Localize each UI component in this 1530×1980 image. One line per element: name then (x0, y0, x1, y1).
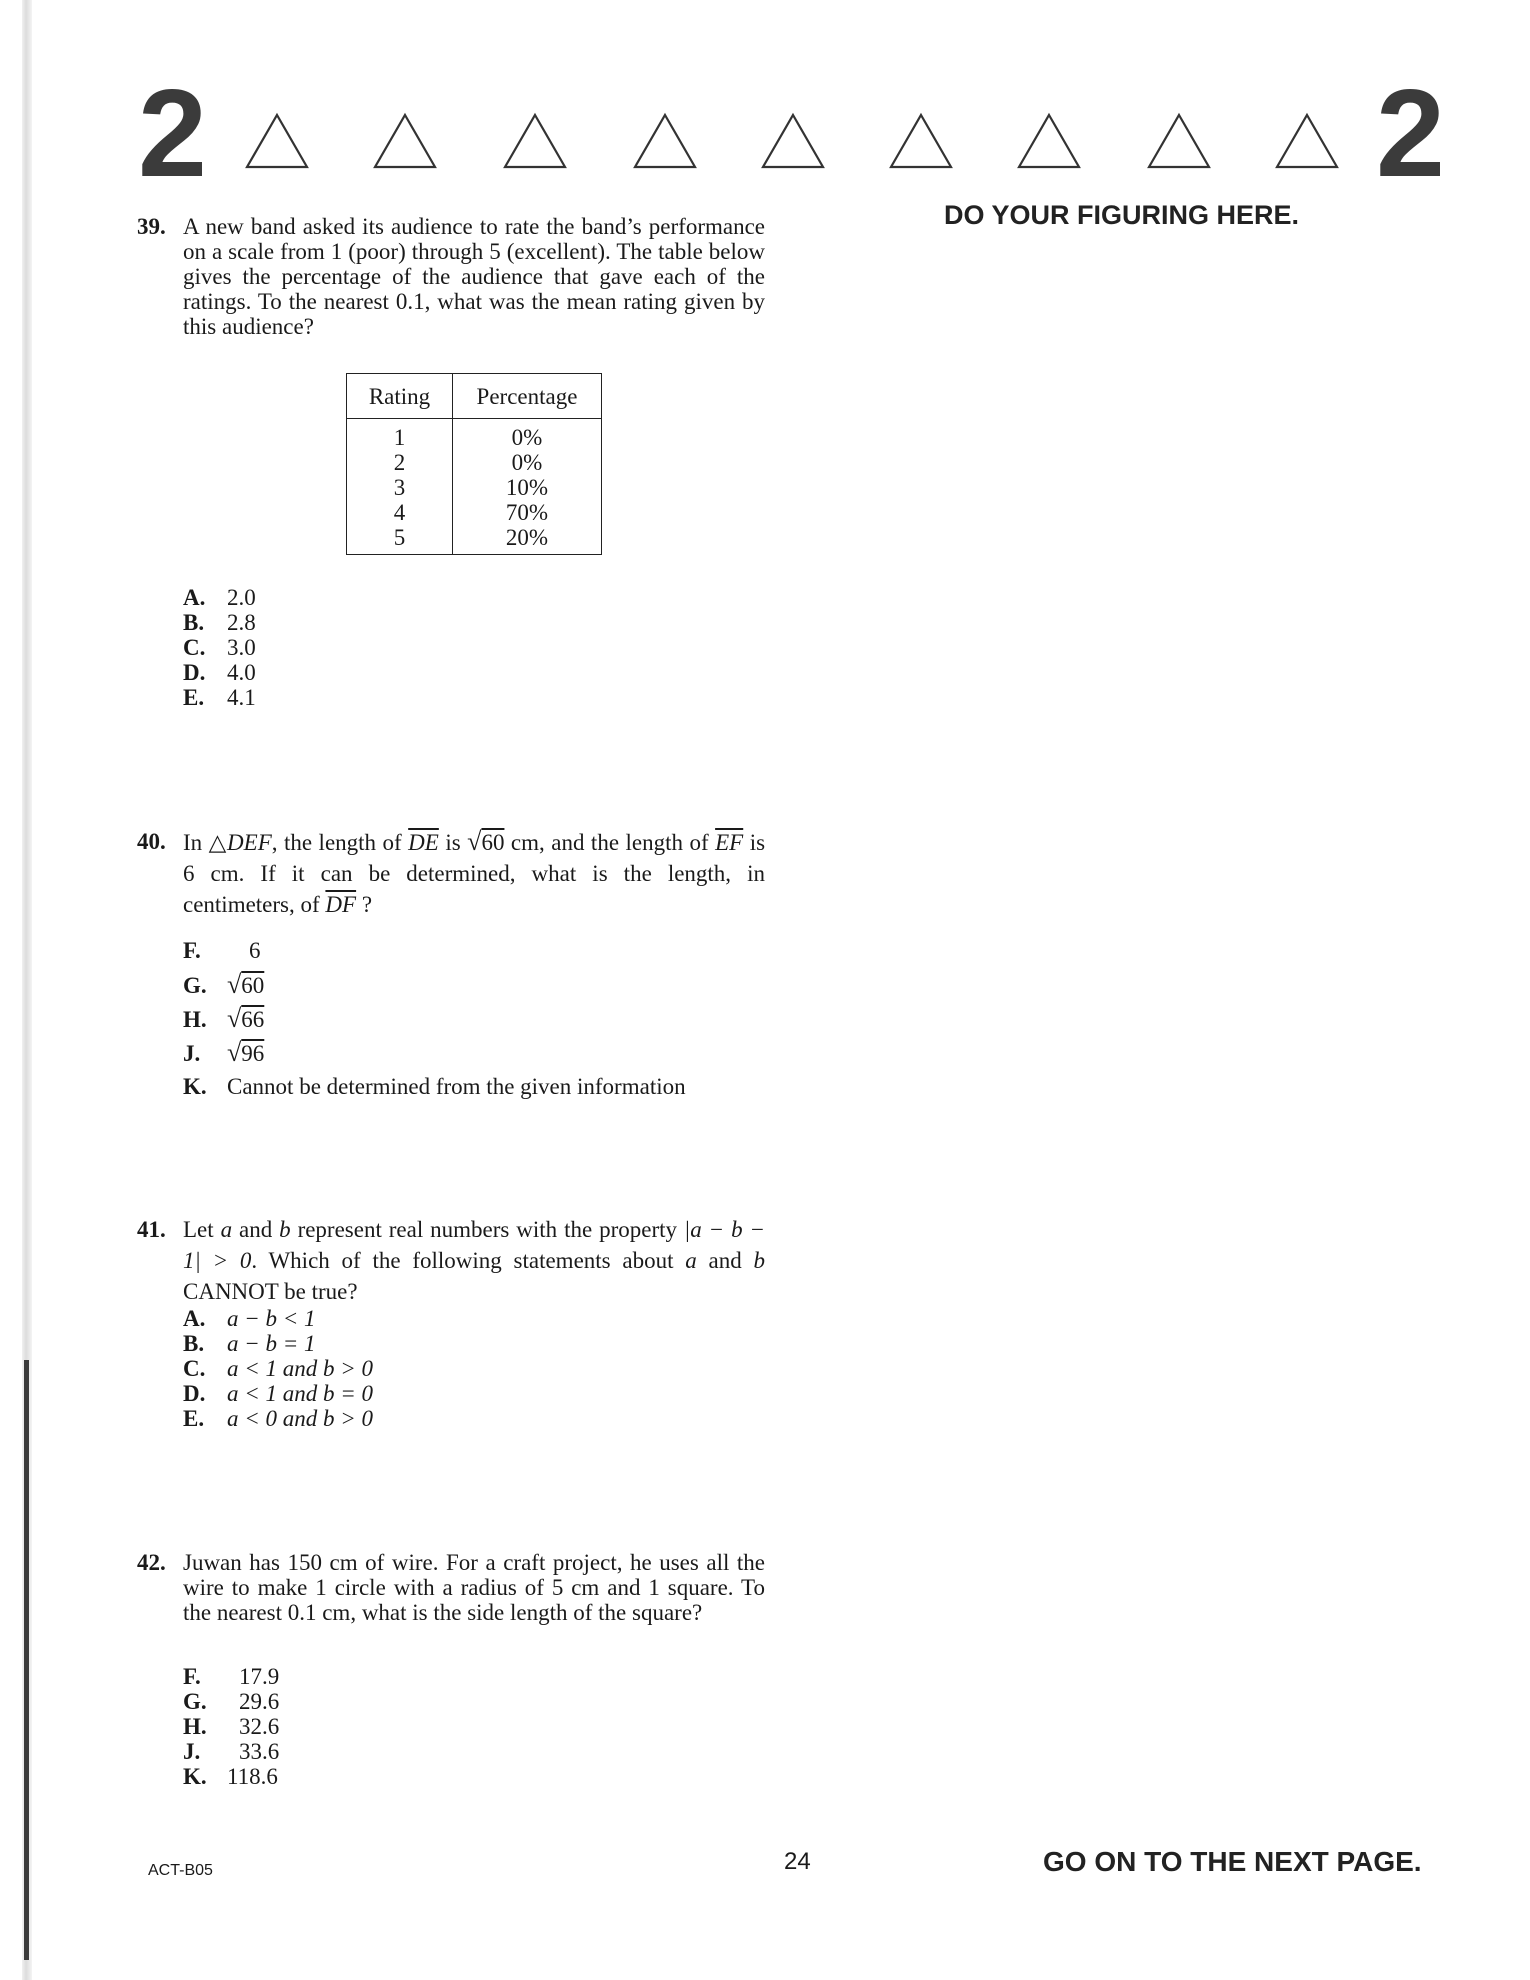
question-number: 40. (137, 829, 166, 854)
answer-option-c[interactable] (183, 1356, 373, 1381)
table-cell: 3 (393, 475, 406, 500)
option-letter: B. (183, 610, 205, 635)
answer-option-c[interactable] (183, 635, 256, 660)
ratings-table (346, 373, 602, 555)
variable-b: b (279, 1217, 291, 1242)
triangle-name: DEF (227, 830, 272, 855)
answer-option-g[interactable] (183, 968, 686, 1002)
answer-option-d[interactable] (183, 1381, 373, 1406)
question-stem (183, 1214, 765, 1307)
question-number: 42. (137, 1550, 166, 1575)
variable-b: b (753, 1248, 766, 1273)
radicand: 66 (241, 1007, 265, 1032)
answer-options-41 (183, 1306, 373, 1431)
option-letter: B. (183, 1331, 205, 1356)
sqrt-icon: √ (467, 827, 482, 856)
option-text: 2.0 (227, 585, 256, 610)
answer-options-39 (183, 585, 256, 710)
option-text: 6 (249, 938, 261, 963)
option-letter: K. (183, 1074, 207, 1099)
answer-option-h[interactable] (183, 1714, 279, 1739)
stem-text: is 6 cm. If it can be determined, what is the length, in centimeters, of (183, 830, 766, 917)
stem-text: represent real numbers with the property (297, 1217, 677, 1242)
table-cell: 4 (393, 500, 406, 525)
answer-options-40 (183, 934, 686, 1104)
table-header-percentage: Percentage (453, 374, 602, 419)
next-page-notice: GO ON TO THE NEXT PAGE. (1043, 1846, 1422, 1877)
option-letter: F. (183, 938, 201, 963)
radical-expression (227, 970, 265, 999)
answer-option-e[interactable] (183, 685, 256, 710)
page-number: 24 (784, 1848, 811, 1875)
answer-option-f[interactable] (183, 934, 686, 968)
radicand: 96 (241, 1041, 265, 1066)
question-stem: A new band asked its audience to rate the band’s performance on a scale from 1 (poor) through 5 (excellent). The table below gives the percentage of the audience that gave each of the ratings. To the nearest 0.1, what was the mean rating given by this audience? (183, 214, 765, 339)
variable-a: a (685, 1248, 697, 1273)
form-code: ACT-B05 (148, 1862, 213, 1879)
triangle-icon (1146, 112, 1212, 170)
section-number-left: 2 (138, 65, 207, 203)
option-letter: E. (183, 685, 205, 710)
answer-option-b[interactable] (183, 610, 256, 635)
answer-option-g[interactable] (183, 1689, 279, 1714)
triangle-icon (760, 112, 826, 170)
triangle-icon (1274, 112, 1340, 170)
question-stem: Juwan has 150 cm of wire. For a craft project, he uses all the wire to make 1 circle with a radius of 5 cm and 1 square. To the nearest 0.1 cm, what is the side length of the square? (183, 1550, 765, 1625)
percentage-column (453, 419, 602, 555)
table-cell: 20% (505, 525, 549, 550)
option-letter: C. (183, 1356, 206, 1381)
table-cell: 10% (505, 475, 549, 500)
segment-de: $\overline{DE}$ (408, 830, 439, 855)
answer-option-j[interactable] (183, 1739, 279, 1764)
sqrt-icon: √ (227, 970, 242, 999)
option-text: 4.0 (227, 660, 256, 685)
option-text: 29.6 (239, 1689, 280, 1714)
option-letter: F. (183, 1664, 201, 1689)
question-stem (183, 826, 765, 920)
table-cell: 5 (393, 525, 406, 550)
option-letter: D. (183, 1381, 206, 1406)
question-number: 39. (137, 214, 166, 239)
triangle-icon (632, 112, 698, 170)
option-letter: D. (183, 660, 206, 685)
answer-option-j[interactable] (183, 1036, 686, 1070)
question-number: 41. (137, 1217, 166, 1242)
option-letter: G. (183, 1689, 207, 1714)
segment-ef: $\overline{EF}$ (715, 830, 744, 855)
stem-text: Let (183, 1217, 214, 1242)
answer-option-k[interactable] (183, 1764, 279, 1789)
figuring-label: DO YOUR FIGURING HERE. (944, 200, 1300, 230)
answer-option-d[interactable] (183, 660, 256, 685)
option-text: 4.1 (227, 685, 256, 710)
stem-text: and (708, 1248, 742, 1273)
answer-option-f[interactable] (183, 1664, 279, 1689)
radical-expression (227, 1004, 265, 1033)
option-text: 2.8 (227, 610, 256, 635)
option-letter: J. (183, 1739, 201, 1764)
stem-text: In △ (183, 830, 228, 855)
triangle-icon (244, 112, 310, 170)
option-text: a < 1 and b = 0 (227, 1381, 374, 1406)
radicand: 60 (481, 830, 505, 855)
option-text: 118.6 (227, 1764, 278, 1789)
answer-option-b[interactable] (183, 1331, 373, 1356)
option-letter: C. (183, 635, 206, 660)
stem-text: and (239, 1217, 273, 1242)
segment-df: $\overline{DF}$ (325, 892, 357, 917)
table-header-rating: Rating (347, 374, 453, 419)
table-cell: 0% (511, 450, 543, 475)
option-letter: A. (183, 1306, 206, 1331)
option-text: 17.9 (239, 1664, 280, 1689)
radical-expression (467, 827, 505, 856)
answer-option-a[interactable] (183, 585, 256, 610)
option-text: Cannot be determined from the given information (227, 1074, 686, 1099)
option-text: a − b < 1 (227, 1306, 316, 1331)
triangle-icon (372, 112, 438, 170)
answer-option-k[interactable] (183, 1070, 686, 1104)
answer-option-h[interactable] (183, 1002, 686, 1036)
stem-text: , the length of (271, 830, 402, 855)
section-number-right: 2 (1376, 65, 1445, 203)
table-cell: 0% (511, 425, 543, 450)
stem-text: is (445, 830, 461, 855)
option-letter: H. (183, 1007, 207, 1032)
option-letter: J. (183, 1041, 201, 1066)
option-text: a < 0 and b > 0 (227, 1406, 374, 1431)
option-letter: A. (183, 585, 206, 610)
option-letter: G. (183, 973, 207, 998)
scan-binding-shadow (24, 1360, 29, 1960)
triangle-icon (1016, 112, 1082, 170)
answer-option-e[interactable] (183, 1406, 373, 1431)
answer-options-42 (183, 1664, 279, 1789)
option-letter: K. (183, 1764, 207, 1789)
absolute-value-expression: |a − b − 1| > 0 (183, 1217, 766, 1273)
stem-text: CANNOT be true? (183, 1279, 358, 1304)
option-letter: E. (183, 1406, 205, 1431)
option-letter: H. (183, 1714, 207, 1739)
option-text: 33.6 (239, 1739, 280, 1764)
rating-column (347, 419, 453, 555)
option-text: 32.6 (239, 1714, 280, 1739)
option-text: 3.0 (227, 635, 256, 660)
stem-text: ? (361, 892, 373, 917)
radical-expression (227, 1038, 265, 1067)
answer-option-a[interactable] (183, 1306, 373, 1331)
radicand: 60 (241, 973, 265, 998)
triangle-icon (502, 112, 568, 170)
table-cell: 1 (393, 425, 406, 450)
sqrt-icon: √ (227, 1038, 242, 1067)
sqrt-icon: √ (227, 1004, 242, 1033)
variable-a: a (220, 1217, 233, 1242)
stem-text: . Which of the following statements about (251, 1248, 674, 1273)
option-text: a < 1 and b > 0 (227, 1356, 374, 1381)
table-cell: 70% (505, 500, 549, 525)
triangle-icon (888, 112, 954, 170)
stem-text: cm, and the length of (510, 830, 709, 855)
table-cell: 2 (393, 450, 406, 475)
option-text: a − b = 1 (227, 1331, 316, 1356)
